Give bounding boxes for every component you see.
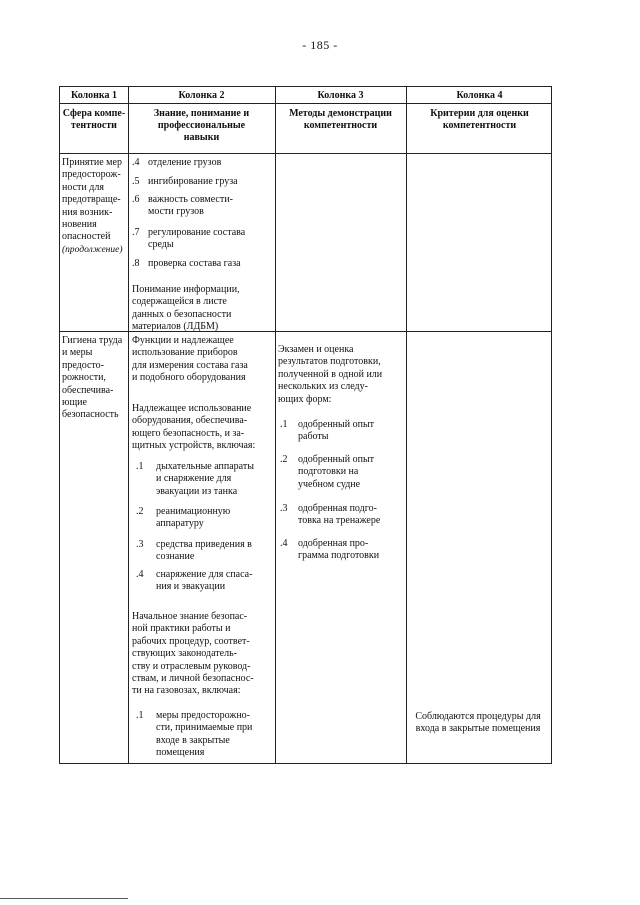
column-number-1: Колонка 1 <box>70 90 118 101</box>
criteria-text: Соблюдаются процедуры для входа в закрытые помещения <box>415 711 541 735</box>
functions-paragraph: Функции и надлежащее использование приборов для измерения состава газа и подобного оборудования <box>132 335 248 384</box>
continued-note: (продолжение) <box>62 244 123 255</box>
row2-competence: Гигиена труда и меры предосто- рожности, обеспечива- ющие безопасность <box>62 335 123 421</box>
equipment-intro: Надлежащее использование оборудования, обеспечива- ющего безопасность, и за- щитных устройств, включая: <box>132 403 256 452</box>
column-number-3: Колонка 3 <box>317 90 364 101</box>
row1-competence: Принятие мер предосторож- ности для предотвраще- ния возник- новения опасностей (продолжение) <box>62 157 128 256</box>
column-title-4: Критерии для оценки компетентности <box>430 108 529 131</box>
competence-table: Колонка 1 Колонка 2 Колонка 3 Колонка 4 Сфера компе- тентности Знание, понимание и профессиональные навыки Методы демонстрации компетентности Критерии для оценки компетентности Принятие мер предосторож- ности для предотвраще- ния возник- новения опасностей (продолжение) .4 отделение грузов .5 ингибирование груза .6 важность совмести- мости грузов .7 регулирование состава среды .8 проверка состава газа Понимание информации, содержащейся в листе данных о безопасности материалов (ЛДБМ) Гигиена труда и меры предосто- рожности, обеспечива- ющие безопасность Функции и надлежащее использование приборов для измерения состава газа и подобного оборудования Надлежащее использование оборудования, обеспечива- ющего безопасность, и за- щитных устройств, включая: .1 дыхательные аппараты и снаряжение для эвакуации из танка .2 реанимационную аппаратуру .3 средства приведения в сознание .4 снаряжение для спаса- ния и эвакуации Начальное знание безопас- ной практики работы и рабочих процедур, соответ- ствующих законодатель- ству и отраслевым руковод- ствам, и личной безопаснос- ти на газовозах, включая: .1 меры предосторожно- сти, принимаемые при входе в закрытые помещения Экзамен и оценка результатов подготовки, полученной в одной или нескольких из следу- ющих форм: .1 одобренный опыт работы .2 одобренный опыт подготовки на учебном судне .3 одобренная подго- товка на тренажере .4 одобренная про- грамма подготовки Соблюдаются процедуры для входа в закрытые помещения <box>59 86 552 764</box>
msds-paragraph: Понимание информации, содержащейся в листе данных о безопасности материалов (ЛДБМ) <box>132 284 240 333</box>
page-number: - 185 - <box>302 38 338 52</box>
exam-intro: Экзамен и оценка результатов подготовки, полученной в одной или нескольких из следу- ющих форм: <box>278 344 383 405</box>
column-title-2: Знание, понимание и профессиональные навыки <box>153 108 250 143</box>
column-divider <box>406 87 407 763</box>
column-title-3: Методы демонстрации компетентности <box>289 108 392 131</box>
row-divider <box>60 153 551 154</box>
basic-knowledge-paragraph: Начальное знание безопас- ной практики работы и рабочих процедур, соответ- ствующих законодатель- ству и отраслевым руковод- ствам, и личной безопаснос- ти на газовозах, включая: <box>132 611 254 697</box>
column-number-4: Колонка 4 <box>456 90 503 101</box>
row-divider <box>60 103 551 104</box>
column-divider <box>275 87 276 763</box>
column-number-2: Колонка 2 <box>178 90 225 101</box>
column-title-1: Сфера компе- тентности <box>62 108 126 131</box>
column-divider <box>128 87 129 763</box>
footer-rule <box>0 898 128 899</box>
